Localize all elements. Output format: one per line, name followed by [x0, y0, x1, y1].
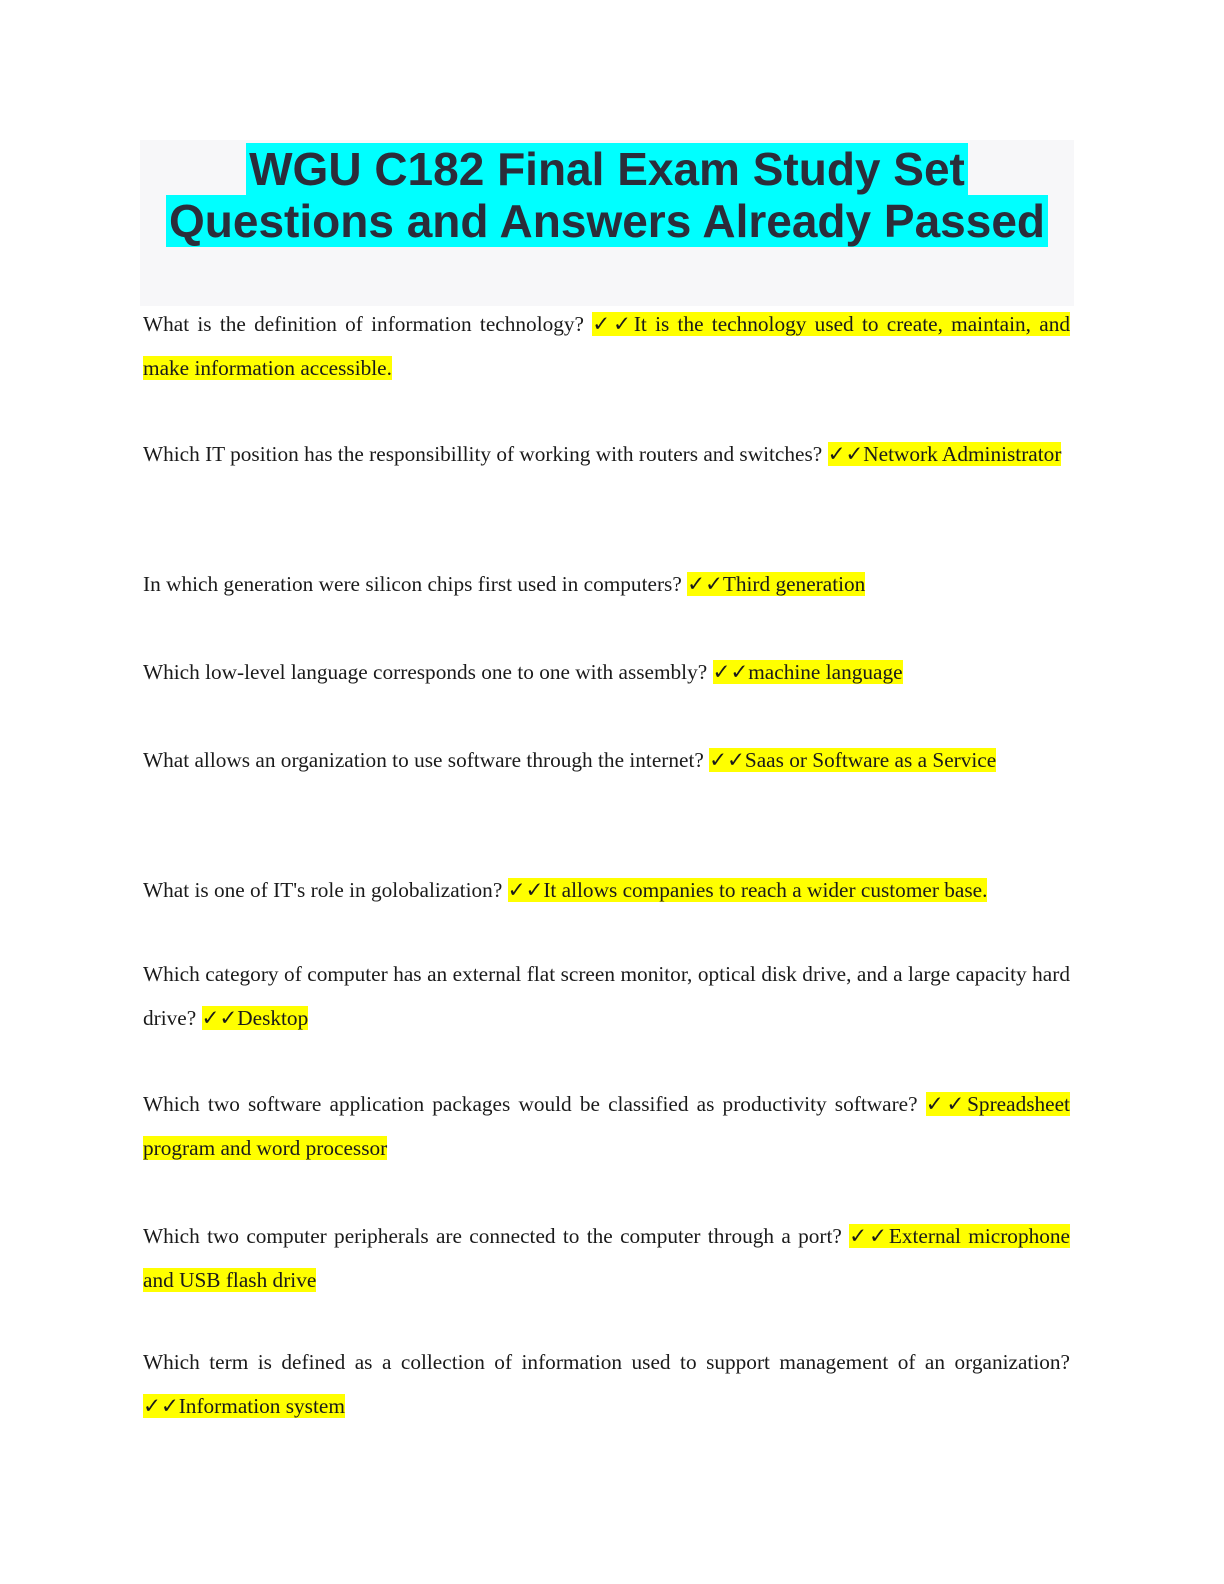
question-text: In which generation were silicon chips first used in computers? [143, 572, 688, 596]
check-mark-icon: ✓✓ [712, 660, 749, 684]
check-mark-icon: ✓✓ [201, 1006, 238, 1030]
qa-item [143, 432, 1070, 476]
check-mark-icon: ✓✓ [709, 748, 745, 772]
answer-text: ✓✓Information system [143, 1394, 345, 1418]
qa-item [143, 562, 1070, 606]
answer-text: ✓✓It allows companies to reach a wider customer base. [507, 878, 988, 902]
question-text: Which category of computer has an external flat screen monitor, optical disk drive, and a large capacity hard drive? [143, 962, 1070, 1030]
answer-text: ✓✓External microphone and USB flash drive [143, 1224, 1070, 1292]
question-text: What is one of IT's role in golobalization? [143, 878, 508, 902]
check-mark-icon: ✓✓ [507, 878, 544, 902]
qa-item [143, 1214, 1070, 1302]
answer-text: ✓✓Spreadsheet program and word processor [143, 1092, 1070, 1160]
check-mark-icon: ✓✓ [592, 312, 634, 336]
qa-item [143, 952, 1070, 1040]
check-mark-icon: ✓✓ [143, 1394, 179, 1418]
question-text: Which low-level language corresponds one to one with assembly? [143, 660, 713, 684]
answer-text: ✓✓Third generation [687, 572, 866, 596]
check-mark-icon: ✓✓ [687, 572, 723, 596]
answer-text: ✓✓machine language [712, 660, 903, 684]
question-text: Which term is defined as a collection of information used to support management of an organization? [143, 1350, 1070, 1374]
title-line-2: Questions and Answers Already Passed [166, 195, 1048, 247]
question-text: Which two software application packages would be classified as productivity software? [143, 1092, 926, 1116]
title-line-1: WGU C182 Final Exam Study Set [246, 143, 968, 195]
answer-text: ✓✓Desktop [201, 1006, 309, 1030]
question-text: Which two computer peripherals are connected to the computer through a port? [143, 1224, 850, 1248]
qa-item [143, 302, 1070, 390]
qa-item [143, 650, 1070, 694]
answer-text: ✓✓It is the technology used to create, maintain, and make information accessible. [143, 312, 1070, 380]
answer-text: ✓✓Saas or Software as a Service [709, 748, 997, 772]
question-text: What allows an organization to use software through the internet? [143, 748, 710, 772]
check-mark-icon: ✓✓ [827, 442, 864, 466]
check-mark-icon: ✓✓ [925, 1092, 968, 1116]
title-block [140, 140, 1074, 306]
question-text: What is the definition of information technology? [143, 312, 593, 336]
qa-item [143, 868, 1070, 912]
question-text: Which IT position has the responsibillity of working with routers and switches? [143, 442, 828, 466]
qa-item [143, 1340, 1070, 1428]
qa-item [143, 738, 1070, 782]
check-mark-icon: ✓✓ [849, 1224, 889, 1248]
qa-item [143, 1082, 1070, 1170]
answer-text: ✓✓Network Administrator [827, 442, 1062, 466]
